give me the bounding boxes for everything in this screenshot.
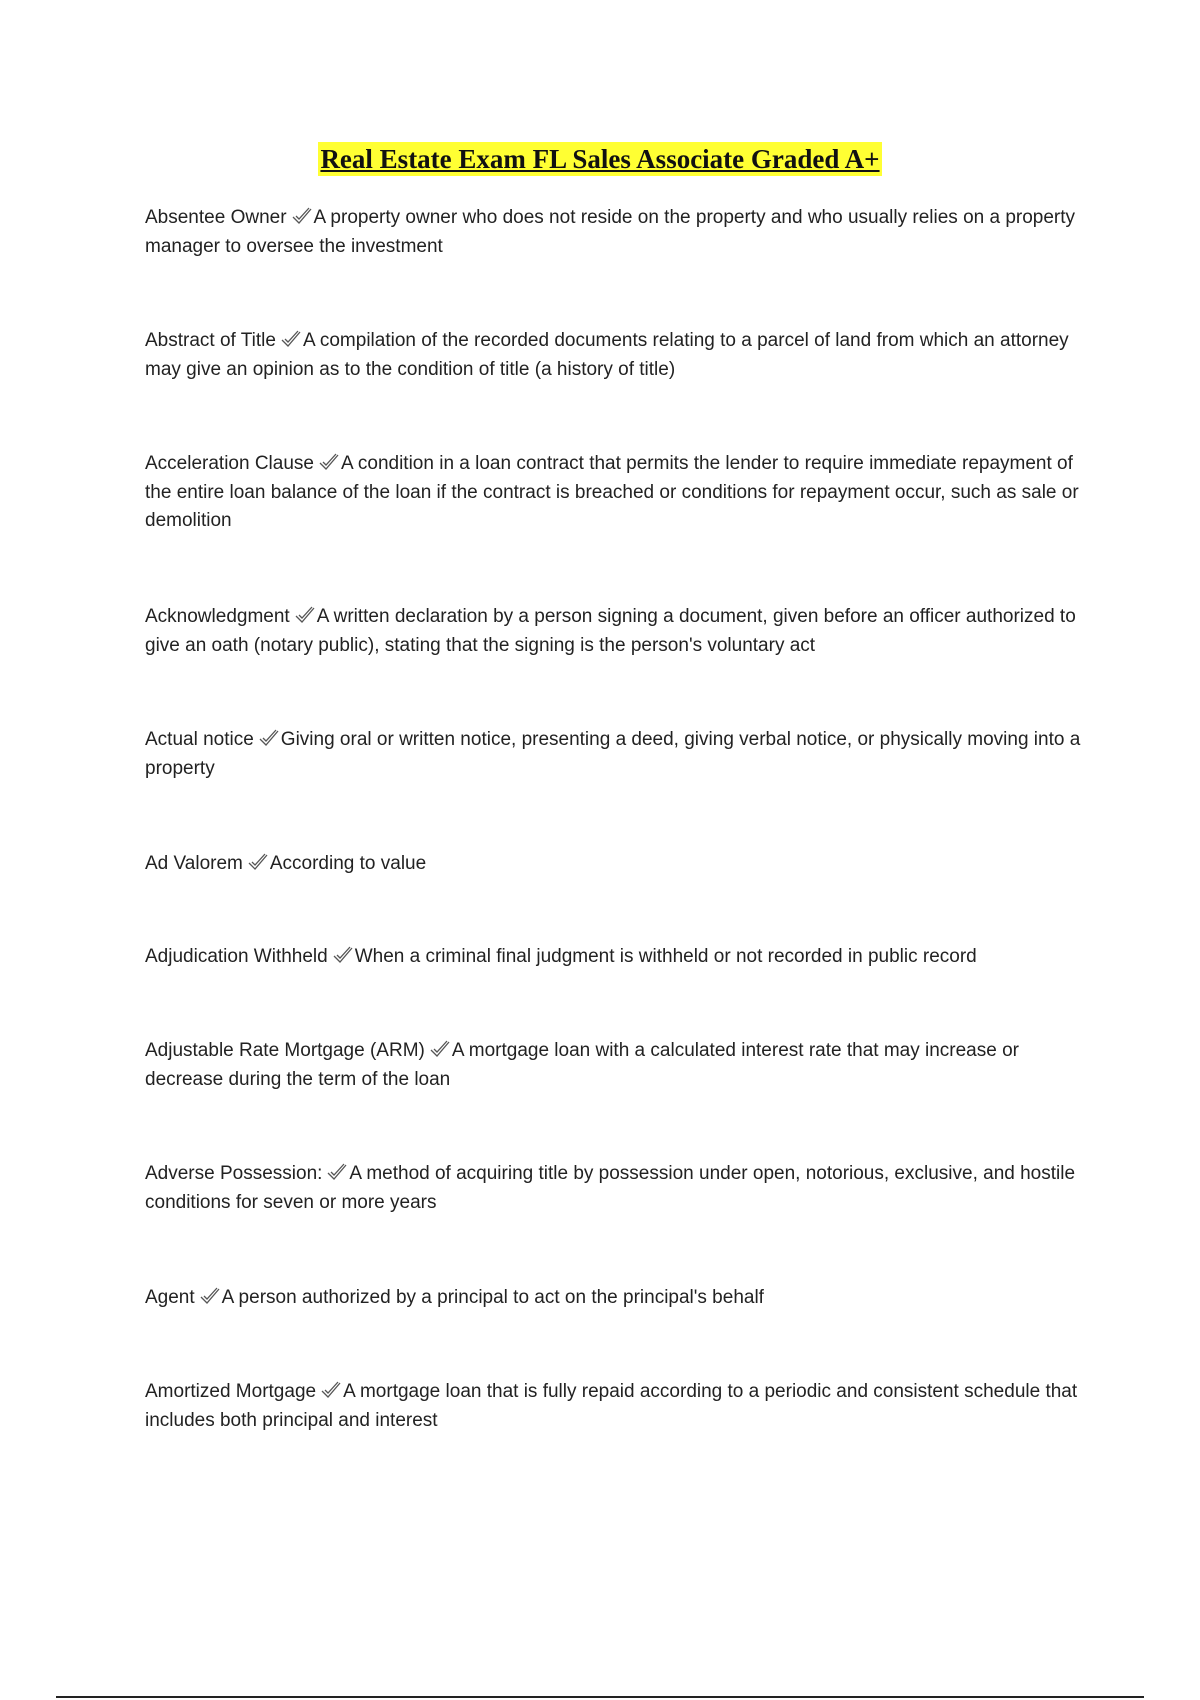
- check-mark-icon: [199, 1287, 221, 1305]
- check-mark-icon: [320, 1381, 342, 1399]
- entry-definition: A property owner who does not reside on the property and who usually relies on a property manager to oversee the investment: [145, 207, 1076, 257]
- footer-divider: [56, 1696, 1144, 1698]
- glossary-entry: [145, 726, 1090, 783]
- check-mark-icon: [318, 453, 340, 471]
- check-mark-icon: [258, 729, 280, 747]
- entry-definition: A mortgage loan with a calculated interest rate that may increase or decrease during the term of the loan: [145, 1040, 1019, 1090]
- entry-term: Acknowledgment: [145, 606, 290, 627]
- glossary-entry: [145, 603, 1090, 660]
- glossary-entry: [145, 450, 1090, 536]
- entry-definition: Giving oral or written notice, presenting a deed, giving verbal notice, or physically moving into a property: [145, 729, 1081, 779]
- entry-definition: A mortgage loan that is fully repaid according to a periodic and consistent schedule that includes both principal and interest: [145, 1381, 1078, 1431]
- entry-term: Actual notice: [145, 729, 254, 750]
- entry-definition: A compilation of the recorded documents relating to a parcel of land from which an attorney may give an opinion as to the condition of title (a history of title): [145, 330, 1069, 380]
- glossary-entry: [145, 204, 1090, 261]
- entry-definition: A person authorized by a principal to act on the principal's behalf: [221, 1287, 764, 1308]
- check-mark-icon: [429, 1040, 451, 1058]
- entry-term: Adverse Possession:: [145, 1163, 323, 1184]
- entry-definition: According to value: [269, 853, 427, 874]
- title-block: [0, 142, 1200, 176]
- check-mark-icon: [247, 853, 269, 871]
- entry-term: Adjustable Rate Mortgage (ARM): [145, 1040, 425, 1061]
- entry-definition: A condition in a loan contract that permits the lender to require immediate repayment of the entire loan balance of the loan if the contract is breached or conditions for repayment occur, such as sale or demolition: [145, 453, 1079, 531]
- glossary-entry: [145, 850, 1090, 879]
- entry-term: Abstract of Title: [145, 330, 276, 351]
- glossary-entry: [145, 1378, 1090, 1435]
- entry-definition: A written declaration by a person signing a document, given before an officer authorized to give an oath (notary public), stating that the signing is the person's voluntary act: [145, 606, 1076, 656]
- glossary-entry: [145, 1284, 1090, 1313]
- check-mark-icon: [326, 1163, 348, 1181]
- entry-term: Agent: [145, 1287, 195, 1308]
- check-mark-icon: [294, 606, 316, 624]
- entry-term: Absentee Owner: [145, 207, 287, 228]
- entry-term: Acceleration Clause: [145, 453, 314, 474]
- glossary-entry: [145, 943, 1090, 972]
- entry-term: Amortized Mortgage: [145, 1381, 317, 1402]
- check-mark-icon: [332, 946, 354, 964]
- entry-term: Adjudication Withheld: [145, 946, 328, 967]
- glossary-entry: [145, 1160, 1090, 1217]
- page-title: Real Estate Exam FL Sales Associate Graded A+: [320, 144, 880, 174]
- glossary-entry: [145, 1037, 1090, 1094]
- entry-definition: A method of acquiring title by possession under open, notorious, exclusive, and hostile conditions for seven or more years: [145, 1163, 1076, 1213]
- check-mark-icon: [291, 207, 313, 225]
- check-mark-icon: [280, 330, 302, 348]
- glossary-entry: [145, 327, 1090, 384]
- entry-term: Ad Valorem: [145, 853, 243, 874]
- entry-definition: When a criminal final judgment is withheld or not recorded in public record: [354, 946, 977, 967]
